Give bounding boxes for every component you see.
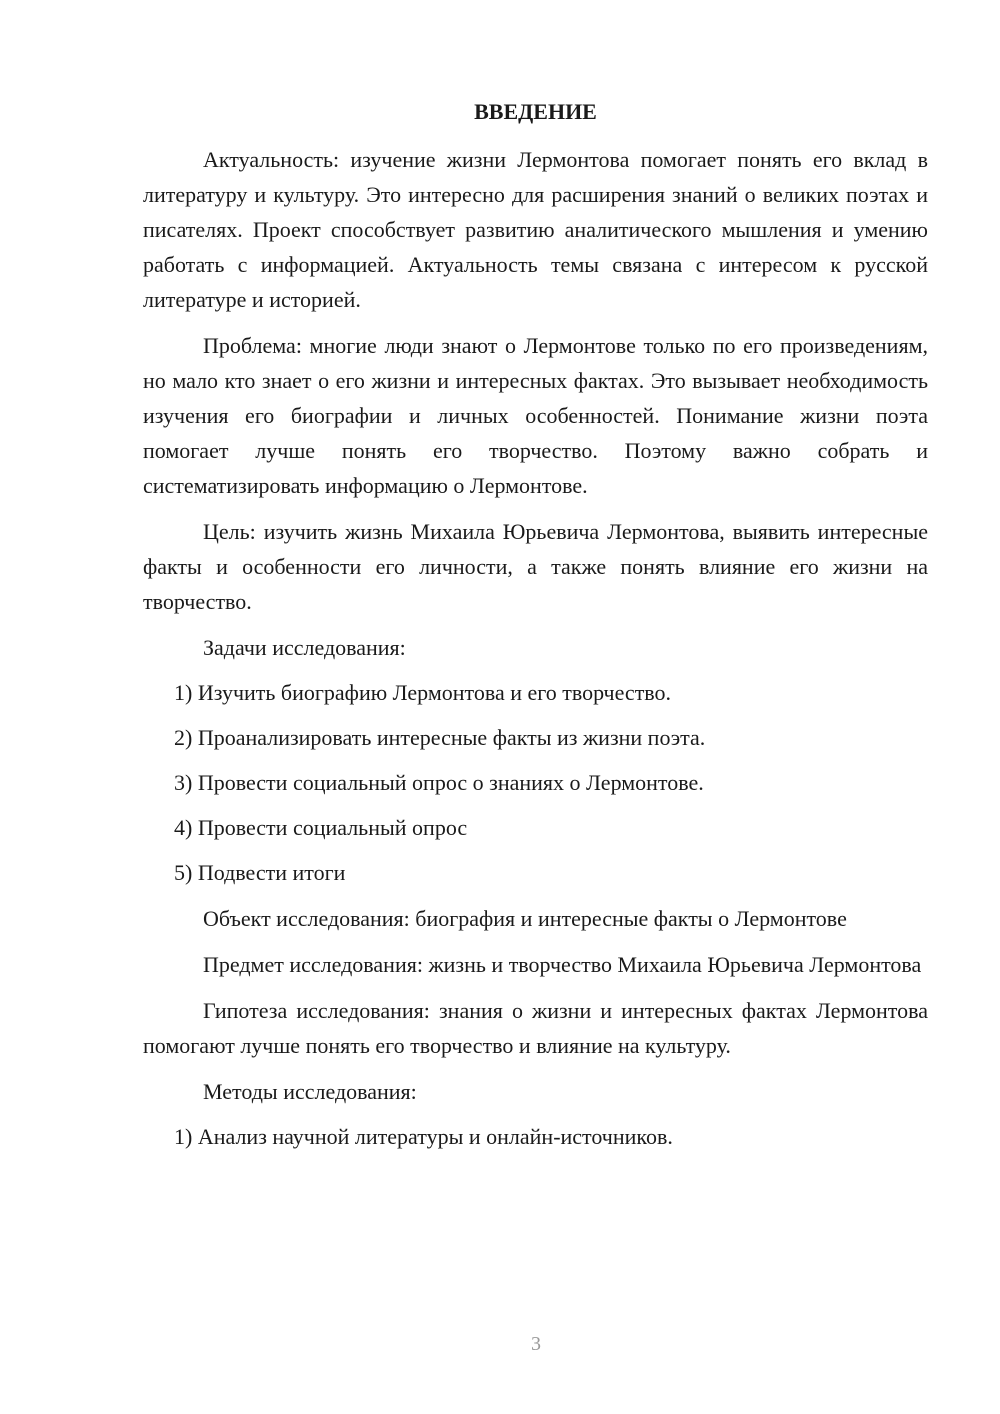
page-number: 3 [531,1333,541,1355]
list-item: 1) Изучить биографию Лермонтова и его творчество. [174,680,672,705]
page-content [143,94,928,1165]
list-item: 2) Проанализировать интересные факты из жизни поэта. [174,725,706,750]
methods-heading: Методы исследования: [203,1079,417,1104]
tasks-list [143,675,928,890]
subject-paragraph: Предмет исследования: жизнь и творчество Михаила Юрьевича Лермонтова [203,952,922,977]
section-title: ВВЕДЕНИЕ [474,99,597,124]
list-item: 1) Анализ научной литературы и онлайн-источников. [174,1124,673,1149]
hypothesis-paragraph: Гипотеза исследования: знания о жизни и интересных фактах Лермонтова помогают лучше понять его творчество и влияние на культуру. [143,998,928,1058]
problem-paragraph: Проблема: многие люди знают о Лермонтове только по его произведениям, но мало кто знает о его жизни и интересных фактах. Это вызывает необходимость изучения его биографии и личных особенностей. Понимание жизни поэта помогает лучше понять его творчество. Поэтому важно собрать и систематизировать информацию о Лермонтове. [143,333,928,498]
methods-list [143,1119,928,1154]
list-item: 4) Провести социальный опрос [174,815,468,840]
tasks-heading: Задачи исследования: [203,635,406,660]
goal-paragraph: Цель: изучить жизнь Михаила Юрьевича Лермонтова, выявить интересные факты и особенности его личности, а также понять влияние его жизни на творчество. [143,519,928,614]
actuality-paragraph: Актуальность: изучение жизни Лермонтова помогает понять его вклад в литературу и культуру. Это интересно для расширения знаний о великих поэтах и писателях. Проект способствует развитию аналитического мышления и умению работать с информацией. Актуальность темы связана с интересом к русской литературе и историей. [143,147,928,312]
object-paragraph: Объект исследования: биография и интересные факты о Лермонтове [203,906,847,931]
list-item: 3) Провести социальный опрос о знаниях о Лермонтове. [174,770,704,795]
list-item: 5) Подвести итоги [174,860,346,885]
